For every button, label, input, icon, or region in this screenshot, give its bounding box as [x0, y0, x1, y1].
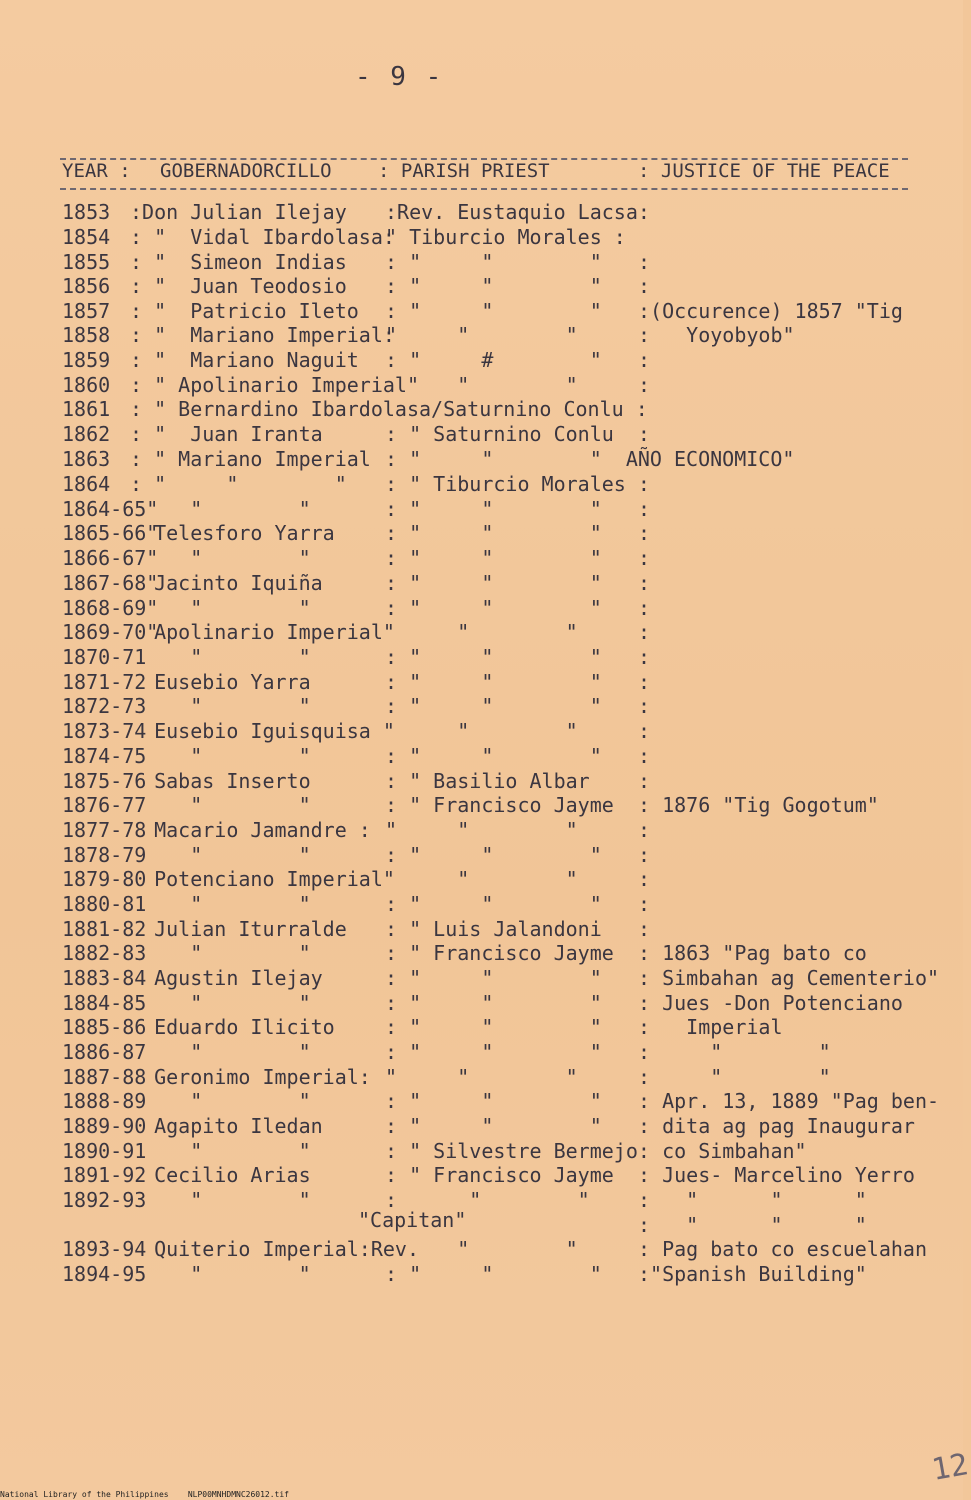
row-year: 1887-88 [62, 1065, 147, 1089]
row-gobernadorcillo: Geronimo Imperial: [130, 1065, 371, 1089]
row-justice-note: : Jues -Don Potenciano [638, 991, 903, 1015]
row-justice-note: : [638, 373, 651, 397]
row-gobernadorcillo: Potenciano Imperial" [130, 867, 395, 891]
row-parish-priest: : " " " [385, 250, 602, 274]
row-justice-note: : 1863 "Pag bato co [638, 941, 867, 965]
row-justice-note: : 1876 "Tig Gogotum" [638, 793, 879, 817]
row-justice-note: : [638, 274, 651, 298]
row-parish-priest: : " " " [385, 991, 602, 1015]
header-justice-of-peace: : JUSTICE OF THE PEACE [638, 160, 890, 182]
row-parish-priest: : " " " [385, 670, 602, 694]
row-year: 1893-94 [62, 1237, 147, 1261]
row-year: 1879-80 [62, 867, 147, 891]
row-year: 1881-82 [62, 917, 147, 941]
row-parish-priest: : " " " [385, 274, 602, 298]
row-year: 1883-84 [62, 966, 147, 990]
row-gobernadorcillo: : " Simeon Indias [130, 250, 347, 274]
row-year: 1862 [62, 422, 111, 446]
row-year: 1892-93 [62, 1188, 147, 1212]
row-parish-priest: : " " " [385, 1015, 602, 1039]
row-year: 1860 [62, 373, 111, 397]
row-justice-note: : [638, 769, 651, 793]
row-parish-priest: " " [385, 719, 578, 743]
row-justice-note: co Simbahan" [638, 1139, 807, 1163]
row-year: 1873-74 [62, 719, 147, 743]
row-justice-note: : Jues- Marcelino Yerro [638, 1163, 915, 1187]
row-parish-priest: : " Saturnino Conlu : [385, 422, 650, 446]
row-parish-priest: : " " " [385, 843, 602, 867]
row-year: 1867-68" [62, 571, 159, 595]
row-gobernadorcillo: " " [130, 941, 311, 965]
row-year: 1861 [62, 397, 111, 421]
row-justice-note: : " " " [638, 1213, 867, 1237]
row-gobernadorcillo: : " Mariano Imperial [130, 447, 371, 471]
row-year: 1864 [62, 472, 111, 496]
row-parish-priest: : " Francisco Jayme [385, 941, 614, 965]
row-gobernadorcillo: " " [130, 843, 311, 867]
row-year: 1884-85 [62, 991, 147, 1015]
row-justice-note: :"Spanish Building" [638, 1262, 867, 1286]
row-parish-priest: : " " " [385, 966, 602, 990]
row-parish-priest: : " # " [385, 348, 602, 372]
row-justice-note: : Imperial [638, 1015, 783, 1039]
row-parish-priest: " " " [385, 1065, 578, 1089]
row-gobernadorcillo: Julian Iturralde [130, 917, 347, 941]
row-parish-priest: " " [385, 620, 578, 644]
table-header [60, 160, 910, 186]
row-year: 1878-79 [62, 843, 147, 867]
row-gobernadorcillo: Agapito Iledan [130, 1114, 323, 1138]
row-gobernadorcillo: " " [130, 645, 311, 669]
row-justice-note: : [638, 348, 651, 372]
row-parish-priest: : " " " [385, 1262, 602, 1286]
row-parish-priest: " " " [385, 323, 578, 347]
row-parish-priest: : " " " AÑO ECONOMICO" [385, 447, 795, 471]
row-parish-priest: : " " " [385, 521, 602, 545]
row-year: 1880-81 [62, 892, 147, 916]
row-year: 1856 [62, 274, 111, 298]
row-gobernadorcillo: : " Juan Iranta [130, 422, 323, 446]
row-gobernadorcillo: : " Mariano Naguit [130, 348, 359, 372]
row-year: 1874-75 [62, 744, 147, 768]
row-parish-priest: : " Francisco Jayme [385, 793, 614, 817]
row-gobernadorcillo: " " [130, 892, 311, 916]
row-gobernadorcillo: " " [130, 1139, 311, 1163]
row-gobernadorcillo: " " [130, 1262, 311, 1286]
row-justice-note: : [638, 818, 651, 842]
header-parish-priest: : PARISH PRIEST [378, 160, 550, 182]
row-year: 1886-87 [62, 1040, 147, 1064]
row-parish-priest: : " " " [385, 1040, 602, 1064]
row-year: 1863 [62, 447, 111, 471]
row-justice-note: : [638, 571, 651, 595]
row-justice-note: : " " [638, 1040, 831, 1064]
row-justice-note: : [638, 620, 651, 644]
row-justice-note: : [638, 521, 651, 545]
row-parish-priest: : " " " [385, 546, 602, 570]
row-year: 1870-71 [62, 645, 147, 669]
row-parish-priest: : " Basilio Albar [385, 769, 590, 793]
row-justice-note: : dita ag pag Inaugurar [638, 1114, 915, 1138]
row-justice-note: : [638, 719, 651, 743]
row-gobernadorcillo: Macario Jamandre : [130, 818, 371, 842]
row-parish-priest: : " " [385, 1188, 590, 1212]
row-year: 1868-69" [62, 596, 159, 620]
row-parish-priest: : " " " [385, 694, 602, 718]
header-year: YEAR : [62, 160, 131, 182]
row-gobernadorcillo: Apolinario Imperial" [130, 620, 395, 644]
row-year: 1891-92 [62, 1163, 147, 1187]
row-year: 1864-65" [62, 497, 159, 521]
row-gobernadorcillo: " " [130, 596, 311, 620]
row-justice-note: : [638, 892, 651, 916]
row-gobernadorcillo: Jacinto Iquiña [130, 571, 323, 595]
row-parish-priest: : " Silvestre Bermejo: [385, 1139, 650, 1163]
row-year: 1888-89 [62, 1089, 147, 1113]
row-gobernadorcillo: Eduardo Ilicito [130, 1015, 335, 1039]
row-year: 1865-66" [62, 521, 159, 545]
row-justice-note: : Simbahan ag Cementerio" [638, 966, 940, 990]
row-justice-note: : [638, 497, 651, 521]
row-justice-note: :(Occurence) 1857 "Tig [638, 299, 903, 323]
archive-footer: National Library of the Philippines NLP00MNHDMNC26012.tif [0, 1490, 289, 1499]
row-parish-priest: : " " " [385, 571, 602, 595]
row-justice-note: : [638, 694, 651, 718]
row-gobernadorcillo: Eusebio Yarra [130, 670, 311, 694]
row-parish-priest: : " " " [385, 1089, 602, 1113]
row-parish-priest: : " " " [385, 645, 602, 669]
row-year: 1855 [62, 250, 111, 274]
row-justice-note: : [638, 917, 651, 941]
page-number: - 9 - [355, 62, 444, 92]
row-parish-priest: : " " " [385, 497, 602, 521]
row-year: 1894-95 [62, 1262, 147, 1286]
row-justice-note: : [638, 645, 651, 669]
row-year: 1853 [62, 200, 111, 224]
row-year: 1869-70" [62, 620, 159, 644]
row-year: 1859 [62, 348, 111, 372]
row-justice-note: : [638, 744, 651, 768]
row-parish-priest: : " Francisco Jayme [385, 1163, 614, 1187]
row-parish-priest: : " " " [385, 744, 602, 768]
row-gobernadorcillo: : " Juan Teodosio [130, 274, 347, 298]
row-gobernadorcillo: Cecilio Arias [130, 1163, 311, 1187]
row-gobernadorcillo: " " [130, 546, 311, 570]
header-gobernadorcillo: GOBERNADORCILLO [160, 160, 332, 182]
row-year: 1858 [62, 323, 111, 347]
row-justice-note: : [638, 670, 651, 694]
row-justice-note: : Pag bato co escuelahan [638, 1237, 927, 1261]
row-gobernadorcillo: :Don Julian Ilejay [130, 200, 347, 224]
row-year: 1871-72 [62, 670, 147, 694]
row-gobernadorcillo: " " [130, 497, 311, 521]
row-gobernadorcillo: " " [130, 694, 311, 718]
row-year: 1857 [62, 299, 111, 323]
row-gobernadorcillo: : " " " [130, 472, 347, 496]
row-year: 1889-90 [62, 1114, 147, 1138]
row-justice-note: : [638, 867, 651, 891]
row-parish-priest: " " [385, 1237, 578, 1261]
row-gobernadorcillo: " " [130, 1040, 311, 1064]
row-gobernadorcillo: Quiterio Imperial:Rev. [130, 1237, 419, 1261]
row-parish-priest: : " " " [385, 892, 602, 916]
row-justice-note: : Apr. 13, 1889 "Pag ben- [638, 1089, 940, 1113]
row-justice-note: : [638, 250, 651, 274]
row-gobernadorcillo: : " Apolinario Imperial" [130, 373, 419, 397]
row-year: 1872-73 [62, 694, 147, 718]
row-parish-priest: : " Luis Jalandoni [385, 917, 602, 941]
row-parish-priest: " Tiburcio Morales : [385, 225, 626, 249]
row-parish-priest: " " [385, 373, 578, 397]
row-justice-note: : [638, 843, 651, 867]
row-year: 1875-76 [62, 769, 147, 793]
row-parish-priest: " " [385, 867, 578, 891]
row-justice-note: : Yoyobyob" [638, 323, 795, 347]
row-justice-note: : [638, 546, 651, 570]
row-gobernadorcillo: " " [130, 1089, 311, 1113]
capitan-note: "Capitan" [358, 1208, 467, 1232]
row-gobernadorcillo: Eusebio Iguisquisa " [130, 719, 395, 743]
row-parish-priest: : " Tiburcio Morales : [385, 472, 650, 496]
row-year: 1882-83 [62, 941, 147, 965]
row-year: 1866-67" [62, 546, 159, 570]
row-gobernadorcillo: Agustin Ilejay [130, 966, 323, 990]
row-gobernadorcillo: : " Vidal Ibardolasa: [130, 225, 395, 249]
row-gobernadorcillo: Sabas Inserto [130, 769, 311, 793]
header-bottom-rule [60, 188, 908, 190]
row-gobernadorcillo: " " [130, 991, 311, 1015]
row-parish-priest: :Rev. Eustaquio Lacsa: [385, 200, 650, 224]
row-parish-priest: : " " " [385, 596, 602, 620]
row-year: 1885-86 [62, 1015, 147, 1039]
row-parish-priest: : " " " [385, 299, 602, 323]
row-gobernadorcillo: : " Patricio Ileto [130, 299, 359, 323]
row-gobernadorcillo: : " Mariano Imperial: [130, 323, 395, 347]
row-justice-note: : [638, 596, 651, 620]
row-parish-priest: " " " [385, 818, 578, 842]
row-year: 1890-91 [62, 1139, 147, 1163]
row-parish-priest: : " " " [385, 1114, 602, 1138]
row-year: 1854 [62, 225, 111, 249]
row-gobernadorcillo: " " [130, 744, 311, 768]
row-justice-note: : " " [638, 1065, 831, 1089]
marginal-mark: 12 [929, 1447, 971, 1488]
row-gobernadorcillo: Telesforo Yarra [130, 521, 335, 545]
row-gobernadorcillo: " " [130, 793, 311, 817]
row-gobernadorcillo: " " [130, 1188, 311, 1212]
row-justice-note: : " " " [638, 1188, 867, 1212]
row-year: 1876-77 [62, 793, 147, 817]
row-gobernadorcillo: : " Bernardino Ibardolasa/Saturnino Conlu : [130, 397, 648, 421]
row-year: 1877-78 [62, 818, 147, 842]
